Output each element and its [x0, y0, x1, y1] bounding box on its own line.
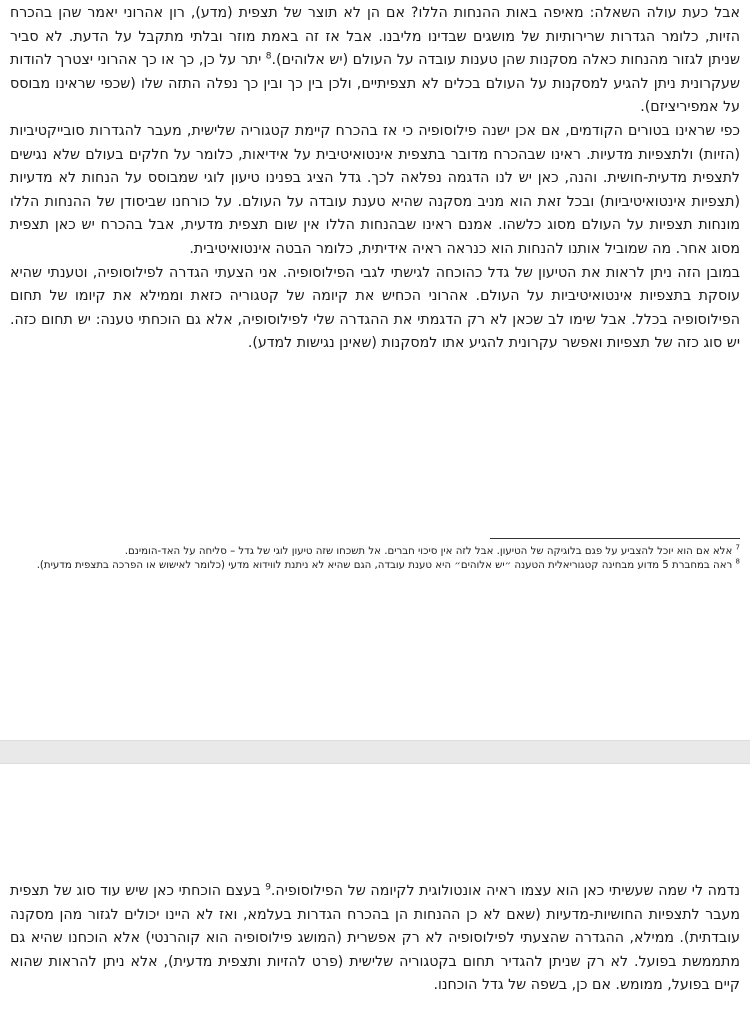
paragraph-4-text: נדמה לי שמה שעשיתי כאן הוא עצמו ראיה אונטולוגית לקיומה של הפילוסופיה. [270, 883, 740, 899]
footnote-text: ראה במחברת 5 מדוע מבחינה קטגוריאלית הטענה ״יש אלוהים״ היא טענת עובדה, הגם שהיא לא ניתנת לווידוא מדעי (כלומר לאישוש או הפרכה בתצפית מדעית). [36, 559, 733, 571]
footnote-8 [10, 557, 740, 573]
document-page-bottom [0, 764, 750, 1030]
page-gap [0, 740, 750, 764]
paragraph-3: במובן הזה ניתן לראות את הטיעון של גדל כהוכחה לגישתי לגבי הפילוסופיה. אני הצעתי הגדרה לפילוסופיה, וטענתי שהיא עוסקת בתצפיות אינטואיטיביות על העולם. אהרוני הכחיש את קיומה של קטגוריה כזאת וממילא את קיומו של תחום הפילוסופיה בכלל. אבל שימו לב שכאן לא רק הדגמתי את ההגדרה שלי לפילוסופיה, אלא גם הוכחתי טענה: יש תחום כזה. יש סוג כזה של תצפיות ואפשר עקרונית להגיע אתו למסקנות (שאינן נגישות למדע). [10, 264, 740, 352]
footnote-ref-9[interactable]: 9 [265, 882, 271, 893]
footnote-ref-8[interactable]: 8 [265, 51, 272, 62]
paragraph-1 [10, 2, 740, 120]
footnote-mark: 8 [735, 557, 740, 566]
paragraph-4 [10, 880, 740, 998]
paragraph-4-text-continued: בעצם הוכחתי כאן שיש עוד סוג של תצפית מעבר לתצפיות החושיות-מדעיות (שאם לא כן ההנחות הן בהכרח הגדרות בעלמא, ואז לא היינו יכולים לגזור מהן מסקנה עובדתית). ממילא, ההגדרה שהצעתי לפילוסופיה לא רק אפשרית (המושג פילוסופיה הוא קוהרנטי) אלא הוכחנו שהיא גם מתממשת בפועל. לא רק שניתן להגדיר תחום בקטגוריה שלישית (פרט להזיות ותצפית מדעית), אלא ניתן להראות שהוא קיים בפועל, ממומש. אם כן, בשפה של גדל הוכחנו. [10, 883, 740, 994]
main-text [10, 880, 740, 998]
paragraph-1-text: אבל כעת עולה השאלה: מאיפה באות ההנחות הללו? אם הן לא תוצר של תצפית (מדע), רון אהרוני יאמר שהן בהכרח הזיות, כלומר הגדרות שרירותיות של מושגים שבדינו מליבנו. אבל אז זה באמת מוזר ובלתי מתקבל על הדעת. לא סביר שניתן לגזור מהנחות כאלה מסקנות שהן טענות עובדה על העולם (יש אלוהים). [10, 5, 740, 69]
footnote-text: אלא אם הוא יוכל להצביע על פגם בלוגיקה של הטיעון. אבל לזה אין סיכוי חברים. אל תשכחו שזה טיעון לוגי של גדל – סליחה על האד-הומינם. [124, 546, 733, 557]
paragraph-2: כפי שראינו בטורים הקודמים, אם אכן ישנה פילוסופיה כי אז בהכרח קיימת קטגוריה שלישית, מעבר להגדרות סובייקטיביות (הזיות) ולתצפיות מדעיות. ראינו שבהכרח מדובר בתצפית אינטואיטיבית על אידיאות, כלומר על חלקים בעולם שלא נגישים לתצפית מדעית-חושית. והנה, כאן יש לנו הדגמה נפלאה לכך. גדל הציג בפנינו טיעון לוגי שמבוסס על הנחות לא מדעיות (תצפיות אינטואיטיביות) ובכל זאת הוא מניב מסקנה שהיא טענת עובדה על העולם. על כורחנו שביסודן של ההנחות הללו מונחות תצפיות על העולם מסוג כלשהו. אמנם ראינו שבהנחות הללו אין שום תצפית מדעית, אבל בהכרח יש כאן תצפית מסוג אחר. מה שמוביל אותנו להנחות הוא כנראה ראיה אידיתית, כלומר הבטה אינטואיטיבית. [10, 122, 740, 257]
footnote-separator [490, 538, 740, 539]
footnotes [10, 543, 740, 573]
footnote-mark: 7 [735, 543, 740, 552]
footnote-7 [10, 543, 740, 559]
main-text [10, 2, 740, 356]
paragraph-1-text-continued: יתר על כן, כך או כך אהרוני יצטרך להודות שעקרונית ניתן להגיע למסקנות על העולם בכלים לא תצפיתיים, ולכן בין כך ובין כך נפלה התזה שלו (שכפי שראינו מבוסס על אמפיריציזם). [10, 52, 740, 116]
